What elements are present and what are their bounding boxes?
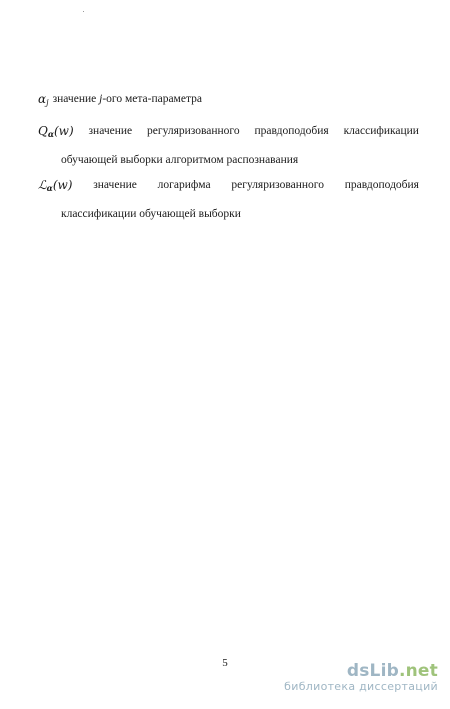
glossary-entry-q-alpha [38,124,419,168]
entry-word: регуляризованного [231,179,324,191]
entry-line [38,124,419,142]
scan-speck [83,11,84,12]
page-number: 5 [222,657,228,669]
entry-symbol: $Q_\alpha(w)$ [38,124,74,139]
entry-word: классификации [343,125,419,137]
glossary-entry-alpha-j [38,92,419,110]
entry-word: регуляризованного [147,125,240,137]
entry-symbol: $\alpha_j$ [38,92,49,107]
glossary-entry-l-alpha [38,178,419,222]
entry-word: значение [88,125,133,137]
entry-symbol: ℒ$_\alpha$(w) [38,178,73,193]
entry-word: правдоподобия [254,125,329,137]
entry-word: правдоподобия [344,179,419,191]
watermark [284,662,438,694]
watermark-logo: dsLib.net [346,661,438,681]
entry-word: значение [93,179,137,191]
entry-continuation: классификации обучающей выборки [61,208,241,220]
entry-line [38,178,419,196]
entry-line [38,92,419,110]
entry-continuation: обучающей выборки алгоритмом распознавания [61,154,299,166]
entry-word: логарифма [157,179,211,191]
entry-definition: значение j-ого мета-параметра [52,93,202,105]
watermark-subtitle: библиотека диссертаций [284,680,438,693]
